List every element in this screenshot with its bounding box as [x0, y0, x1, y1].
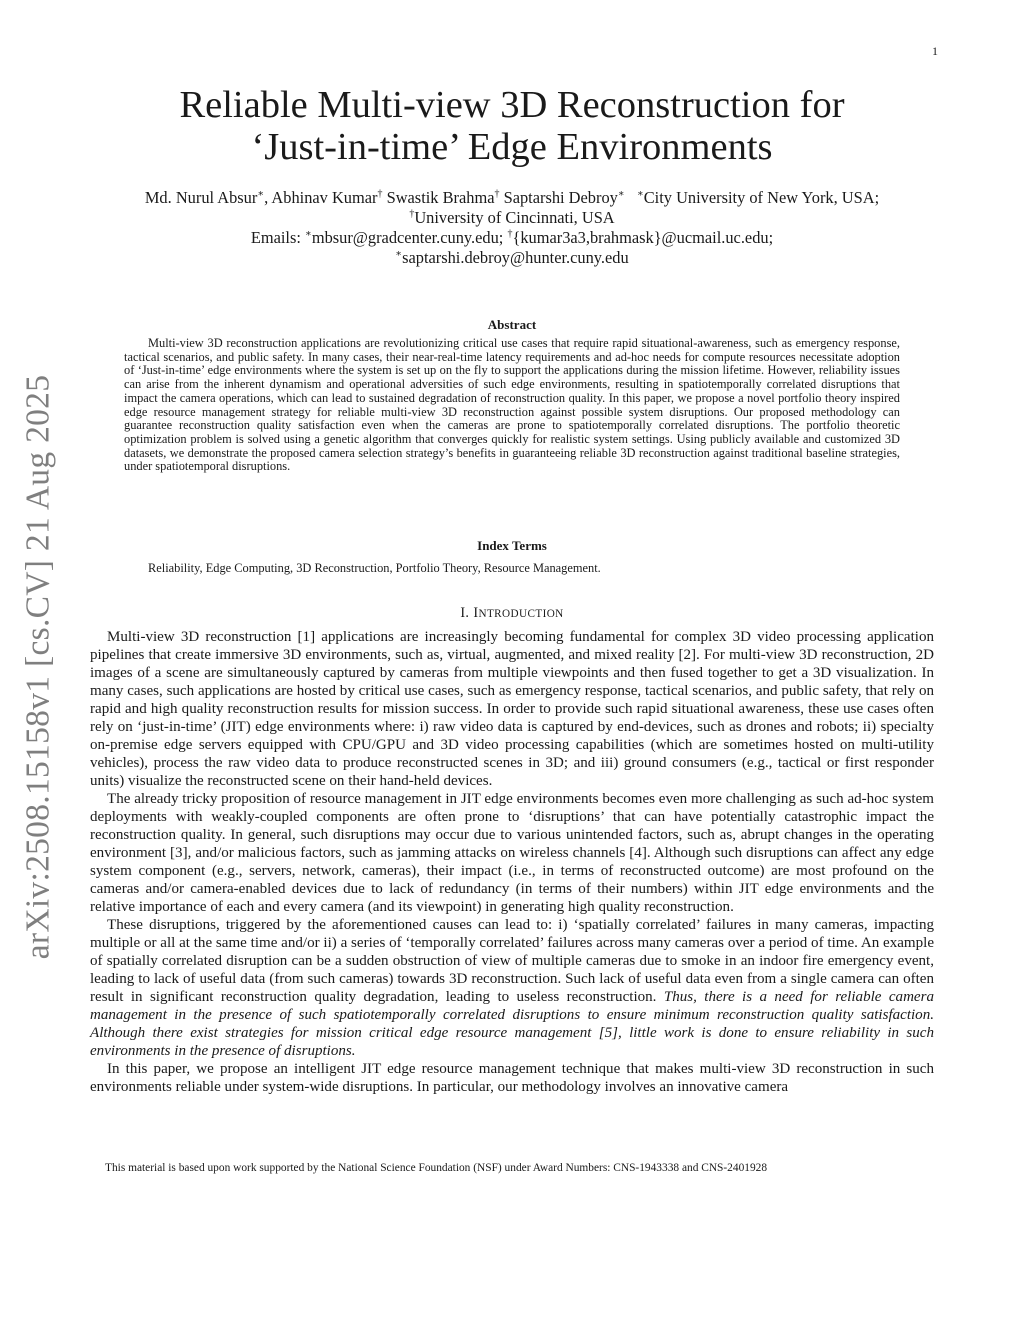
author-2: , Abhinav Kumar [264, 188, 378, 207]
abstract-text: Multi-view 3D reconstruction applications are revolutionizing critical use cases that require rapid situational-awareness, such as emergency response, tactical scenarios, and public safety. In many cases, their near-real-time latency requirements and ad-hoc needs for compute resources necessitate adoption of ‘Just-in-time’ edge environments where the system is set up on the fly to support the applications during the mission lifetime. However, reliability issues can arise from the inherent dynamism and operational adversities of such edge environments, resulting in spatiotemporally correlated disruptions that impact the camera operations, which can lead to sustained degradation of reconstruction quality. In this paper, we propose a novel portfolio theory inspired edge resource management strategy for reliable multi-view 3D reconstruction against possible system disruptions. Our proposed methodology can guarantee reconstruction quality satisfaction even when the cameras are prone to spatiotemporally correlated disruptions. The portfolio theoretic optimization problem is solved using a genetic algorithm that converges quickly for realistic system settings. Using publicly available and customized 3D datasets, we demonstrate the proposed camera selection strategy’s benefits in guaranteeing reliable 3D reconstruction against traditional baseline strategies, under spatiotemporal disruptions. [124, 336, 900, 474]
index-terms: Reliability, Edge Computing, 3D Reconstruction, Portfolio Theory, Resource Management. [148, 561, 601, 575]
arxiv-identifier-text: arXiv:2508.15158v1 [cs.CV] 21 Aug 2025 [19, 374, 56, 960]
title-line-1: Reliable Multi-view 3D Reconstruction for [179, 84, 845, 126]
author-4-mark: ∗ [617, 188, 625, 200]
author-2-mark: † [377, 188, 383, 200]
email-1: mbsur@gradcenter.cuny.edu; [311, 228, 508, 247]
author-block [70, 188, 954, 268]
author-1-mark: ∗ [257, 188, 265, 200]
intro-paragraph-2: The already tricky proposition of resource management in JIT edge environments becomes even more challenging as such ad-hoc system deployments with weakly-coupled components are often prone to ‘disruptions’ that can have potentially catastrophic impact the reconstruction quality. In general, such disruptions may occur due to various unintended factors, such as, abrupt changes in the operating environment [3], and/or malicious factors, such as jamming attacks on wireless channels [4]. Although such disruptions can affect any edge system component (e.g., servers, network, cameras), their impact (i.e., in terms of reconstructed outcome) are most profound on the cameras and/or camera-enabled devices due to lack of redundancy (in terms of their numbers) within JIT edge environments and the relative importance of each and every camera (and its viewpoint) in generating high quality reconstruction. [90, 791, 934, 915]
intro-paragraph-3-text: These disruptions, triggered by the aforementioned causes can lead to: i) ‘spatially correlated’ failures in many cameras, impacting multiple or all at the same time and/or ii) a series of ‘temporally correlated’ failures across many cameras over a period of time. An example of spatially correlated disruption can be a sudden obstruction of view of multiple cameras due to smoke in an indoor fire emergency event, leading to lack of useful data (from such cameras) towards 3D reconstruction. Such lack of useful data even from a single camera can often result in significant reconstruction quality degradation, leading to useless reconstruction. [90, 917, 934, 1005]
paper-title [90, 84, 934, 168]
affiliation-1: City University of New York, USA; [643, 188, 880, 207]
page-number: 1 [932, 44, 938, 58]
email-3-mark: ∗ [395, 248, 403, 260]
intro-paragraph-1: Multi-view 3D reconstruction [1] applications are increasingly becoming fundamental for complex 3D video processing application pipelines that create immersive 3D environments, such as, virtual, augmented, and mixed reality [2]. For multi-view 3D reconstruction, 2D images of a scene are simultaneously captured by cameras from multiple viewpoints and then fused together to get a 3D visualization. In many cases, such applications are hosted by critical use cases, such as emergency response, tactical scenarios, and public safety, that rely on rapid and high quality reconstruction results for mission success. In order to provide such rapid situational awareness, these use cases often rely on ‘just-in-time’ (JIT) edge environments where: i) raw video data is captured by end-devices, such as drones and robots; ii) specialty on-premise edge servers equipped with CPU/GPU and 3D video processing capabilities (which are sometimes hosted on multi-utility vehicles), process the raw video data to produce reconstructed scenes in 3D; and iii) ground consumers (e.g., tactical or first responder units) visualize the reconstructed scene on their hand-held devices. [90, 629, 934, 789]
affiliation-2-mark: † [409, 208, 415, 220]
abstract-heading: Abstract [487, 317, 537, 332]
email-2-mark: † [507, 228, 513, 240]
section-title-initial: I [473, 605, 479, 621]
intro-paragraph-4: In this paper, we propose an intelligent JIT edge resource management technique that makes multi-view 3D reconstruction in such environments reliable under system-wide disruptions. In particular, our methodology involves an innovative camera [90, 1061, 934, 1095]
emails-line [70, 228, 954, 248]
title-line-2: ‘Just-in-time’ Edge Environments [251, 126, 773, 168]
email-2: {kumar3a3,brahmask}@ucmail.uc.edu; [512, 228, 774, 247]
affiliation-1-mark: ∗ [636, 188, 644, 200]
author-line [70, 188, 954, 208]
section-title-rest: NTRODUCTION [478, 608, 564, 620]
emails-line-2 [70, 248, 954, 268]
introduction-body [90, 628, 934, 1096]
arxiv-identifier-stamp [8, 372, 68, 962]
emails-label: Emails: [250, 228, 306, 247]
email-1-mark: ∗ [305, 228, 312, 240]
author-4: Saptarshi Debroy [499, 188, 618, 207]
author-1: Md. Nurul Absur [144, 188, 258, 207]
affiliation-line [70, 208, 954, 228]
abstract-body [124, 337, 900, 474]
author-3: Swastik Brahma [382, 188, 495, 207]
funding-footnote: This material is based upon work supported by the National Science Foundation (NSF) under Award Numbers: CNS-1943338 and CNS-2401928 [105, 1162, 768, 1174]
affiliation-2: University of Cincinnati, USA [414, 208, 615, 227]
section-heading-introduction [0, 605, 1024, 622]
intro-paragraph-3-emphasis: Thus, there is a need for reliable camera management in the presence of such spatiotemporally correlated disruptions to ensure minimum reconstruction quality satisfaction. Although there exist strategies for mission critical edge resource management [5], little work is done to ensure reliability in such environments in the presence of disruptions. [90, 989, 934, 1059]
index-terms-heading: Index Terms [477, 538, 547, 553]
author-3-mark: † [494, 188, 500, 200]
email-3: saptarshi.debroy@hunter.cuny.edu [402, 248, 629, 267]
section-number: I. [460, 605, 474, 621]
intro-paragraph-3 [90, 916, 934, 1060]
